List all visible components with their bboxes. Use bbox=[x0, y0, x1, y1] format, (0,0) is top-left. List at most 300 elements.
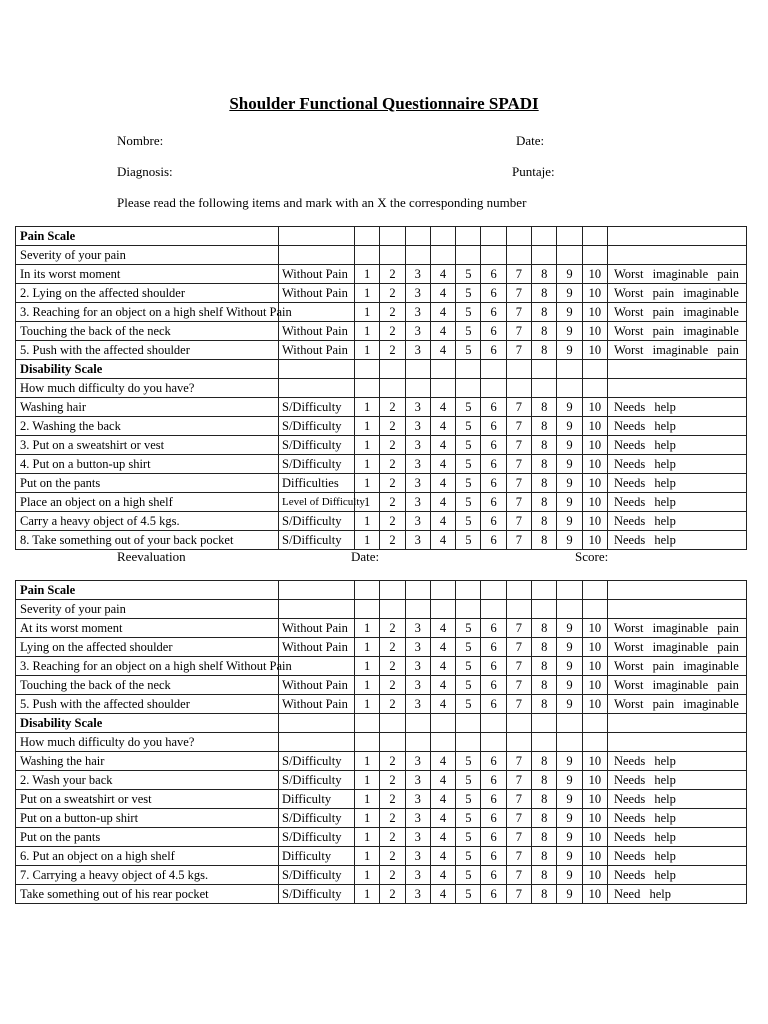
scale-option[interactable]: 5 bbox=[456, 638, 481, 657]
scale-start-label: Without Pain bbox=[279, 676, 355, 695]
scale-option[interactable]: 8 bbox=[532, 417, 557, 436]
scale-option[interactable]: 4 bbox=[430, 284, 455, 303]
scale-option[interactable]: 9 bbox=[557, 512, 582, 531]
scale-option[interactable]: 1 bbox=[355, 512, 380, 531]
scale-option[interactable]: 7 bbox=[506, 828, 531, 847]
scale-option[interactable]: 6 bbox=[481, 752, 506, 771]
scale-option[interactable]: 7 bbox=[506, 638, 531, 657]
scale-option[interactable]: 6 bbox=[481, 771, 506, 790]
scale-option[interactable]: 6 bbox=[481, 866, 506, 885]
scale-option[interactable]: 3 bbox=[405, 341, 430, 360]
empty-cell bbox=[405, 246, 430, 265]
scale-option[interactable]: 6 bbox=[481, 531, 506, 550]
scale-option[interactable]: 8 bbox=[532, 455, 557, 474]
scale-option[interactable]: 6 bbox=[481, 885, 506, 904]
scale-option[interactable]: 10 bbox=[582, 303, 607, 322]
scale-option[interactable]: 10 bbox=[582, 847, 607, 866]
scale-option[interactable]: 1 bbox=[355, 436, 380, 455]
scale-option[interactable]: 8 bbox=[532, 398, 557, 417]
scale-option[interactable]: 9 bbox=[557, 436, 582, 455]
scale-option[interactable]: 9 bbox=[557, 341, 582, 360]
scale-option[interactable]: 2 bbox=[380, 341, 405, 360]
scale-option[interactable]: 8 bbox=[532, 809, 557, 828]
scale-option[interactable]: 3 bbox=[405, 512, 430, 531]
scale-option[interactable]: 10 bbox=[582, 417, 607, 436]
scale-option[interactable]: 7 bbox=[506, 455, 531, 474]
scale-option[interactable]: 3 bbox=[405, 752, 430, 771]
table-row bbox=[16, 303, 747, 322]
date-label: Date: bbox=[516, 133, 545, 148]
scale-option[interactable]: 4 bbox=[430, 847, 455, 866]
scale-option[interactable]: 7 bbox=[506, 398, 531, 417]
scale-option[interactable]: 9 bbox=[557, 284, 582, 303]
scale-option[interactable]: 6 bbox=[481, 512, 506, 531]
scale-option[interactable]: 8 bbox=[532, 638, 557, 657]
scale-end-label: Needs help bbox=[607, 790, 746, 809]
scale-option[interactable]: 4 bbox=[430, 341, 455, 360]
scale-option[interactable]: 3 bbox=[405, 885, 430, 904]
scale-option[interactable]: 3 bbox=[405, 493, 430, 512]
scale-option[interactable]: 5 bbox=[456, 885, 481, 904]
scale-option[interactable]: 1 bbox=[355, 417, 380, 436]
empty-cell bbox=[279, 246, 355, 265]
scale-option[interactable]: 1 bbox=[355, 474, 380, 493]
scale-option[interactable]: 8 bbox=[532, 885, 557, 904]
scale-option[interactable]: 6 bbox=[481, 828, 506, 847]
scale-option[interactable]: 1 bbox=[355, 341, 380, 360]
scale-option[interactable]: 3 bbox=[405, 790, 430, 809]
empty-cell bbox=[532, 733, 557, 752]
scale-option[interactable]: 6 bbox=[481, 284, 506, 303]
reevaluation-score-label: Score: bbox=[575, 549, 609, 564]
scale-end-label: Needs help bbox=[607, 455, 746, 474]
scale-option[interactable]: 7 bbox=[506, 771, 531, 790]
scale-option[interactable]: 3 bbox=[405, 417, 430, 436]
scale-option[interactable]: 4 bbox=[430, 676, 455, 695]
scale-option[interactable]: 1 bbox=[355, 695, 380, 714]
empty-cell bbox=[405, 733, 430, 752]
scale-option[interactable]: 4 bbox=[430, 265, 455, 284]
scale-option[interactable]: 1 bbox=[355, 676, 380, 695]
scale-option[interactable]: 10 bbox=[582, 455, 607, 474]
scale-option[interactable]: 5 bbox=[456, 619, 481, 638]
scale-option[interactable]: 5 bbox=[456, 828, 481, 847]
scale-option[interactable]: 2 bbox=[380, 512, 405, 531]
scale-option[interactable]: 5 bbox=[456, 676, 481, 695]
scale-option[interactable]: 2 bbox=[380, 303, 405, 322]
scale-option[interactable]: 3 bbox=[405, 771, 430, 790]
scale-option[interactable]: 7 bbox=[506, 809, 531, 828]
scale-option[interactable]: 5 bbox=[456, 657, 481, 676]
scale-option[interactable]: 2 bbox=[380, 531, 405, 550]
scale-option[interactable]: 10 bbox=[582, 512, 607, 531]
scale-option[interactable]: 9 bbox=[557, 695, 582, 714]
scale-option[interactable]: 4 bbox=[430, 474, 455, 493]
scale-option[interactable]: 6 bbox=[481, 847, 506, 866]
scale-option[interactable]: 10 bbox=[582, 284, 607, 303]
scale-option[interactable]: 4 bbox=[430, 417, 455, 436]
scale-option[interactable]: 1 bbox=[355, 809, 380, 828]
scale-option[interactable]: 8 bbox=[532, 695, 557, 714]
scale-option[interactable]: 2 bbox=[380, 885, 405, 904]
scale-option[interactable]: 9 bbox=[557, 322, 582, 341]
scale-option[interactable]: 7 bbox=[506, 676, 531, 695]
scale-option[interactable]: 3 bbox=[405, 303, 430, 322]
scale-option[interactable]: 3 bbox=[405, 619, 430, 638]
scale-option[interactable]: 2 bbox=[380, 695, 405, 714]
scale-option[interactable]: 2 bbox=[380, 638, 405, 657]
reevaluation-label: Reevaluation bbox=[117, 549, 186, 564]
empty-cell bbox=[481, 379, 506, 398]
scale-option[interactable]: 3 bbox=[405, 284, 430, 303]
empty-cell bbox=[607, 600, 746, 619]
scale-option[interactable]: 3 bbox=[405, 695, 430, 714]
scale-option[interactable]: 4 bbox=[430, 828, 455, 847]
scale-option[interactable]: 7 bbox=[506, 847, 531, 866]
empty-cell bbox=[405, 360, 430, 379]
table-row bbox=[16, 657, 747, 676]
scale-option[interactable]: 5 bbox=[456, 265, 481, 284]
scale-option[interactable]: 2 bbox=[380, 284, 405, 303]
scale-option[interactable]: 9 bbox=[557, 474, 582, 493]
scale-option[interactable]: 9 bbox=[557, 676, 582, 695]
scale-option[interactable]: 2 bbox=[380, 771, 405, 790]
scale-option[interactable]: 7 bbox=[506, 619, 531, 638]
scale-option[interactable]: 6 bbox=[481, 474, 506, 493]
scale-option[interactable]: 10 bbox=[582, 493, 607, 512]
scale-option[interactable]: 7 bbox=[506, 493, 531, 512]
scale-option[interactable]: 9 bbox=[557, 265, 582, 284]
scale-option[interactable]: 2 bbox=[380, 455, 405, 474]
scale-option[interactable]: 10 bbox=[582, 341, 607, 360]
scale-option[interactable]: 8 bbox=[532, 752, 557, 771]
item-label: Carry a heavy object of 4.5 kgs. bbox=[16, 512, 279, 531]
scale-option[interactable]: 10 bbox=[582, 771, 607, 790]
scale-option[interactable]: 8 bbox=[532, 657, 557, 676]
scale-option[interactable]: 7 bbox=[506, 474, 531, 493]
scale-option[interactable]: 5 bbox=[456, 695, 481, 714]
empty-cell bbox=[430, 379, 455, 398]
empty-cell bbox=[380, 581, 405, 600]
scale-option[interactable]: 10 bbox=[582, 809, 607, 828]
scale-option[interactable]: 9 bbox=[557, 847, 582, 866]
scale-option[interactable]: 9 bbox=[557, 828, 582, 847]
scale-option[interactable]: 7 bbox=[506, 695, 531, 714]
scale-option[interactable]: 1 bbox=[355, 866, 380, 885]
item-label: Put on the pants bbox=[16, 474, 279, 493]
scale-start-label: Without Pain bbox=[279, 695, 355, 714]
scale-option[interactable]: 8 bbox=[532, 847, 557, 866]
scale-option[interactable]: 1 bbox=[355, 398, 380, 417]
scale-option[interactable]: 1 bbox=[355, 322, 380, 341]
scale-option[interactable]: 3 bbox=[405, 809, 430, 828]
scale-option[interactable]: 9 bbox=[557, 885, 582, 904]
scale-option[interactable]: 8 bbox=[532, 531, 557, 550]
scale-option[interactable]: 2 bbox=[380, 493, 405, 512]
scale-option[interactable]: 2 bbox=[380, 474, 405, 493]
scale-option[interactable]: 5 bbox=[456, 531, 481, 550]
scale-option[interactable]: 10 bbox=[582, 619, 607, 638]
scale-option[interactable]: 7 bbox=[506, 303, 531, 322]
empty-cell bbox=[582, 714, 607, 733]
scale-option[interactable]: 2 bbox=[380, 828, 405, 847]
scale-option[interactable]: 4 bbox=[430, 512, 455, 531]
scale-option[interactable]: 6 bbox=[481, 341, 506, 360]
scale-option[interactable]: 1 bbox=[355, 265, 380, 284]
scale-option[interactable]: 10 bbox=[582, 398, 607, 417]
scale-option[interactable]: 7 bbox=[506, 265, 531, 284]
scale-option[interactable]: 5 bbox=[456, 512, 481, 531]
table-row bbox=[16, 284, 747, 303]
scale-option[interactable]: 7 bbox=[506, 284, 531, 303]
scale-option[interactable]: 6 bbox=[481, 676, 506, 695]
scale-option[interactable]: 7 bbox=[506, 885, 531, 904]
scale-option[interactable]: 8 bbox=[532, 790, 557, 809]
scale-option[interactable]: 9 bbox=[557, 809, 582, 828]
scale-option[interactable]: 10 bbox=[582, 265, 607, 284]
scale-option[interactable]: 1 bbox=[355, 455, 380, 474]
scale-option[interactable]: 1 bbox=[355, 638, 380, 657]
scale-option[interactable]: 10 bbox=[582, 657, 607, 676]
scale-option[interactable]: 10 bbox=[582, 638, 607, 657]
scale-option[interactable]: 2 bbox=[380, 676, 405, 695]
scale-option[interactable]: 2 bbox=[380, 322, 405, 341]
scale-option[interactable]: 6 bbox=[481, 619, 506, 638]
scale-option[interactable]: 10 bbox=[582, 695, 607, 714]
scale-option[interactable]: 9 bbox=[557, 638, 582, 657]
scale-option[interactable]: 9 bbox=[557, 398, 582, 417]
scale-option[interactable]: 3 bbox=[405, 847, 430, 866]
empty-cell bbox=[380, 600, 405, 619]
scale-start-label: Difficulty bbox=[279, 847, 355, 866]
scale-option[interactable]: 5 bbox=[456, 455, 481, 474]
scale-option[interactable]: 6 bbox=[481, 322, 506, 341]
scale-option[interactable]: 3 bbox=[405, 866, 430, 885]
scale-option[interactable]: 2 bbox=[380, 752, 405, 771]
scale-option[interactable]: 6 bbox=[481, 695, 506, 714]
scale-option[interactable]: 7 bbox=[506, 531, 531, 550]
scale-option[interactable]: 2 bbox=[380, 847, 405, 866]
scale-option[interactable]: 2 bbox=[380, 265, 405, 284]
scale-end-label: Worst pain imaginable bbox=[607, 695, 746, 714]
scale-start-label: S/Difficulty bbox=[279, 828, 355, 847]
scale-option[interactable]: 4 bbox=[430, 619, 455, 638]
empty-cell bbox=[380, 379, 405, 398]
scale-option[interactable]: 10 bbox=[582, 790, 607, 809]
scale-option[interactable]: 10 bbox=[582, 828, 607, 847]
scale-option[interactable]: 3 bbox=[405, 474, 430, 493]
scale-option[interactable]: 7 bbox=[506, 417, 531, 436]
scale-option[interactable]: 4 bbox=[430, 790, 455, 809]
scale-option[interactable]: 4 bbox=[430, 638, 455, 657]
scale-option[interactable]: 5 bbox=[456, 322, 481, 341]
empty-cell bbox=[430, 246, 455, 265]
scale-option[interactable]: 9 bbox=[557, 619, 582, 638]
scale-option[interactable]: 1 bbox=[355, 790, 380, 809]
scale-option[interactable]: 4 bbox=[430, 322, 455, 341]
scale-option[interactable]: 6 bbox=[481, 790, 506, 809]
scale-option[interactable]: 8 bbox=[532, 284, 557, 303]
scale-option[interactable]: 9 bbox=[557, 493, 582, 512]
scale-option[interactable]: 5 bbox=[456, 303, 481, 322]
scale-option[interactable]: 9 bbox=[557, 657, 582, 676]
scale-option[interactable]: 8 bbox=[532, 493, 557, 512]
scale-option[interactable]: 9 bbox=[557, 303, 582, 322]
scale-option[interactable]: 8 bbox=[532, 866, 557, 885]
scale-option[interactable]: 8 bbox=[532, 322, 557, 341]
scale-option[interactable]: 8 bbox=[532, 436, 557, 455]
scale-option[interactable]: 4 bbox=[430, 436, 455, 455]
empty-cell bbox=[506, 246, 531, 265]
scale-option[interactable]: 1 bbox=[355, 619, 380, 638]
scale-option[interactable]: 8 bbox=[532, 341, 557, 360]
scale-option[interactable]: 3 bbox=[405, 265, 430, 284]
table-row bbox=[16, 809, 747, 828]
scale-option[interactable]: 3 bbox=[405, 828, 430, 847]
scale-start-label: S/Difficulty bbox=[279, 417, 355, 436]
scale-option[interactable]: 8 bbox=[532, 303, 557, 322]
scale-option[interactable]: 7 bbox=[506, 436, 531, 455]
scale-option[interactable]: 7 bbox=[506, 790, 531, 809]
scale-option[interactable]: 5 bbox=[456, 341, 481, 360]
scale-option[interactable]: 5 bbox=[456, 398, 481, 417]
scale-option[interactable]: 10 bbox=[582, 885, 607, 904]
scale-option[interactable]: 5 bbox=[456, 474, 481, 493]
scale-end-label: Needs help bbox=[607, 512, 746, 531]
scale-option[interactable]: 3 bbox=[405, 436, 430, 455]
scale-option[interactable]: 1 bbox=[355, 885, 380, 904]
scale-option[interactable]: 2 bbox=[380, 619, 405, 638]
scale-option[interactable]: 3 bbox=[405, 398, 430, 417]
scale-option[interactable]: 2 bbox=[380, 809, 405, 828]
scale-end-label: Needs help bbox=[607, 398, 746, 417]
scale-option[interactable]: 1 bbox=[355, 303, 380, 322]
scale-option[interactable]: 4 bbox=[430, 885, 455, 904]
scale-option[interactable]: 1 bbox=[355, 771, 380, 790]
scale-option[interactable]: 7 bbox=[506, 752, 531, 771]
scale-option[interactable]: 7 bbox=[506, 866, 531, 885]
scale-option[interactable]: 2 bbox=[380, 436, 405, 455]
scale-end-label: Worst pain imaginable bbox=[607, 657, 746, 676]
scale-option[interactable]: 4 bbox=[430, 866, 455, 885]
scale-option[interactable]: 5 bbox=[456, 866, 481, 885]
scale-option[interactable]: 8 bbox=[532, 619, 557, 638]
scale-option[interactable]: 4 bbox=[430, 455, 455, 474]
scale-option[interactable]: 4 bbox=[430, 303, 455, 322]
scale-option[interactable]: 9 bbox=[557, 866, 582, 885]
scale-option[interactable]: 10 bbox=[582, 436, 607, 455]
scale-option[interactable]: 7 bbox=[506, 512, 531, 531]
scale-option[interactable]: 2 bbox=[380, 417, 405, 436]
scale-option[interactable]: 6 bbox=[481, 638, 506, 657]
scale-option[interactable]: 4 bbox=[430, 398, 455, 417]
scale-option[interactable]: 5 bbox=[456, 493, 481, 512]
scale-option[interactable]: 1 bbox=[355, 493, 380, 512]
scale-option[interactable]: 1 bbox=[355, 828, 380, 847]
scale-option[interactable]: 1 bbox=[355, 847, 380, 866]
scale-option[interactable]: 10 bbox=[582, 676, 607, 695]
scale-option[interactable]: 3 bbox=[405, 657, 430, 676]
scale-option[interactable]: 8 bbox=[532, 828, 557, 847]
scale-option[interactable]: 1 bbox=[355, 752, 380, 771]
scale-option[interactable]: 5 bbox=[456, 847, 481, 866]
scale-option[interactable]: 2 bbox=[380, 790, 405, 809]
scale-option[interactable]: 3 bbox=[405, 638, 430, 657]
scale-option[interactable]: 9 bbox=[557, 455, 582, 474]
scale-option[interactable]: 4 bbox=[430, 695, 455, 714]
scale-option[interactable]: 6 bbox=[481, 455, 506, 474]
scale-option[interactable]: 2 bbox=[380, 657, 405, 676]
scale-option[interactable]: 3 bbox=[405, 322, 430, 341]
scale-option[interactable]: 9 bbox=[557, 531, 582, 550]
scale-option[interactable]: 8 bbox=[532, 265, 557, 284]
scale-option[interactable]: 3 bbox=[405, 455, 430, 474]
scale-option[interactable]: 6 bbox=[481, 657, 506, 676]
scale-option[interactable]: 6 bbox=[481, 303, 506, 322]
scale-option[interactable]: 4 bbox=[430, 531, 455, 550]
scale-option[interactable]: 3 bbox=[405, 676, 430, 695]
scale-option[interactable]: 5 bbox=[456, 809, 481, 828]
disability-scale-subtitle: How much difficulty do you have? bbox=[16, 733, 279, 752]
scale-end-label: Needs help bbox=[607, 847, 746, 866]
scale-option[interactable]: 10 bbox=[582, 531, 607, 550]
scale-option[interactable]: 6 bbox=[481, 265, 506, 284]
empty-cell bbox=[405, 227, 430, 246]
scale-option[interactable]: 5 bbox=[456, 790, 481, 809]
scale-option[interactable]: 5 bbox=[456, 752, 481, 771]
scale-option[interactable]: 1 bbox=[355, 657, 380, 676]
scale-option[interactable]: 10 bbox=[582, 322, 607, 341]
scale-option[interactable]: 9 bbox=[557, 790, 582, 809]
scale-option[interactable]: 8 bbox=[532, 512, 557, 531]
scale-option[interactable]: 5 bbox=[456, 417, 481, 436]
scale-option[interactable]: 5 bbox=[456, 771, 481, 790]
scale-option[interactable]: 6 bbox=[481, 398, 506, 417]
scale-option[interactable]: 1 bbox=[355, 531, 380, 550]
scale-option[interactable]: 6 bbox=[481, 493, 506, 512]
scale-option[interactable]: 2 bbox=[380, 866, 405, 885]
scale-option[interactable]: 4 bbox=[430, 493, 455, 512]
scale-option[interactable]: 6 bbox=[481, 436, 506, 455]
scale-option[interactable]: 10 bbox=[582, 752, 607, 771]
scale-option[interactable]: 10 bbox=[582, 474, 607, 493]
scale-option[interactable]: 4 bbox=[430, 752, 455, 771]
scale-option[interactable]: 5 bbox=[456, 436, 481, 455]
scale-option[interactable]: 7 bbox=[506, 657, 531, 676]
scale-option[interactable]: 4 bbox=[430, 809, 455, 828]
scale-option[interactable]: 9 bbox=[557, 752, 582, 771]
scale-option[interactable]: 8 bbox=[532, 771, 557, 790]
scale-option[interactable]: 6 bbox=[481, 809, 506, 828]
scale-option[interactable]: 6 bbox=[481, 417, 506, 436]
scale-end-label: Needs help bbox=[607, 474, 746, 493]
scale-option[interactable]: 4 bbox=[430, 771, 455, 790]
scale-option[interactable]: 2 bbox=[380, 398, 405, 417]
scale-option[interactable]: 1 bbox=[355, 284, 380, 303]
scale-option[interactable]: 9 bbox=[557, 417, 582, 436]
scale-option[interactable]: 7 bbox=[506, 341, 531, 360]
scale-option[interactable]: 9 bbox=[557, 771, 582, 790]
item-label: Washing hair bbox=[16, 398, 279, 417]
scale-option[interactable]: 8 bbox=[532, 676, 557, 695]
scale-option[interactable]: 10 bbox=[582, 866, 607, 885]
scale-option[interactable]: 4 bbox=[430, 657, 455, 676]
scale-option[interactable]: 8 bbox=[532, 474, 557, 493]
scale-option[interactable]: 5 bbox=[456, 284, 481, 303]
scale-option[interactable]: 7 bbox=[506, 322, 531, 341]
empty-cell bbox=[557, 227, 582, 246]
scale-option[interactable]: 3 bbox=[405, 531, 430, 550]
